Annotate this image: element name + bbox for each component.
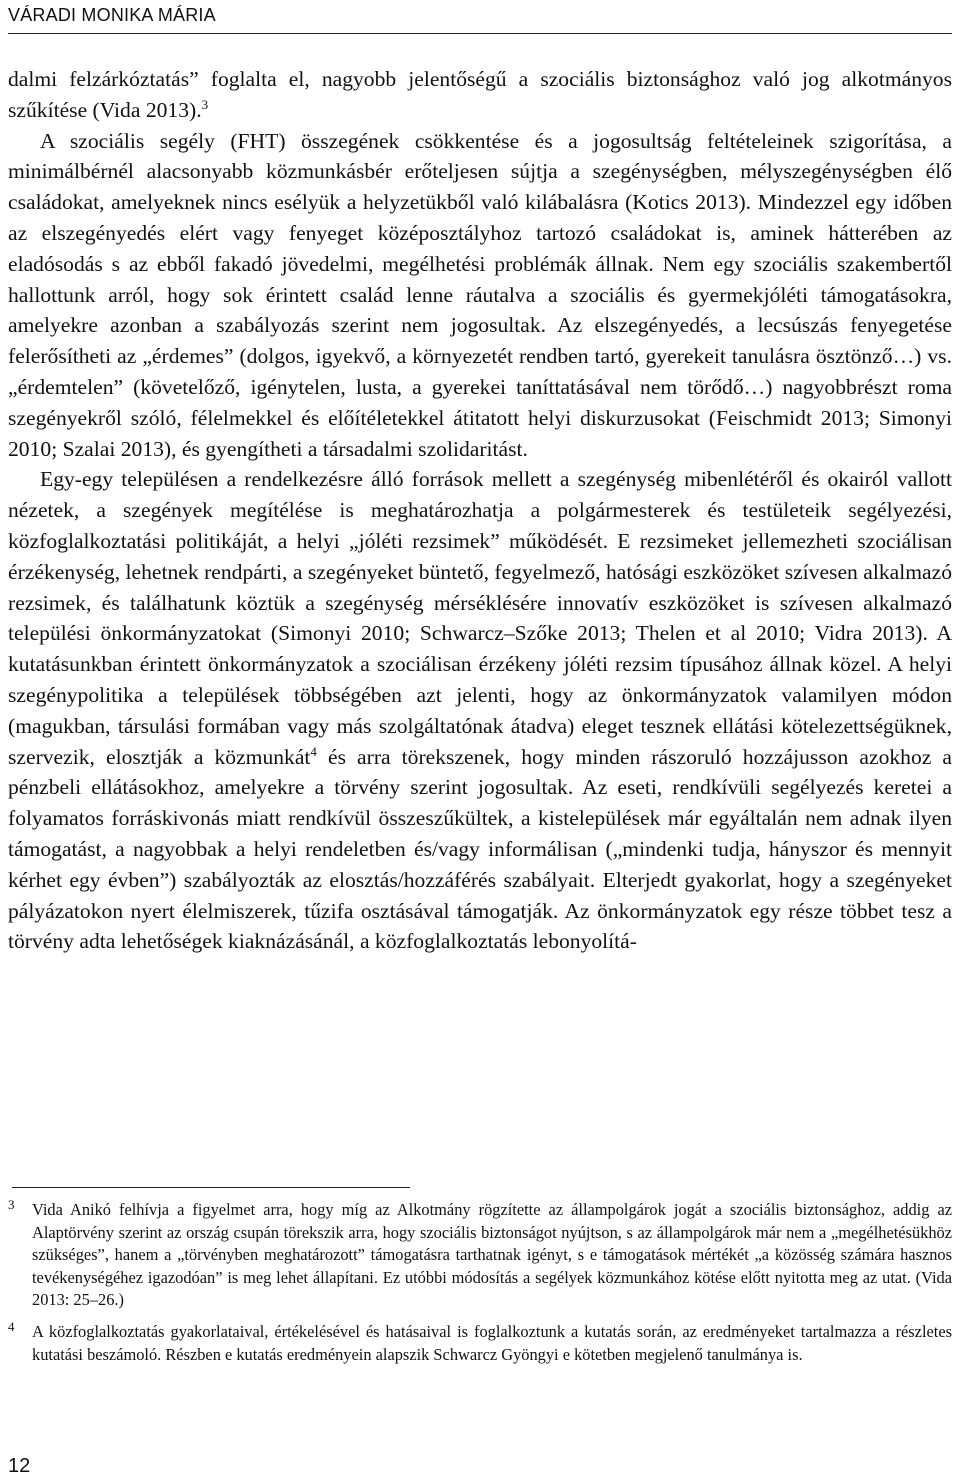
footnote-ref-4[interactable]: 4	[310, 743, 317, 759]
header-rule	[8, 33, 952, 34]
footnote-rule	[12, 1187, 410, 1188]
paragraph-3-text-b: és arra törekszenek, hogy minden rászoruló hozzájusson azokhoz a pénzbeli ellátásokhoz, amelyekre a törvény szerint jogosultak. Az eseti, rendkívüli segélyezés keretei a folyamatos forráskivonás miatt rendkívül összeszűkültek, a kistelepülések már egyáltalán nem adnak ilyen támogatást, a nagyobbak a helyi rendeletben és/vagy informálisan („mindenki tudja, hányszor és mennyit kérhet egy évben”) szabályozták az elosztás/hozzáférés szabályait. Elterjedt gyakorlat, hogy a szegényeket pályázatokon nyert élelmiszerek, tűzifa osztásával támogatják. Az önkormányzatok egy része többet tesz a törvény adta lehetőségek kiaknázásánál, a közfoglalkoztatás lebonyolítá-	[8, 744, 952, 954]
paragraph-3-text-a: Egy-egy településen a rendelkezésre álló források mellett a szegénység mibenlétéről és okairól vallott nézetek, a szegények megítélése is meghatározhatja a polgármesterek és testületeik segélyezési, közfoglalkoztatási politikáját, a helyi „jóléti rezsimek” működését. E rezsimeket jellemezheti szociálisan érzékenység, lehetnek rendpárti, a szegényeket büntető, fegyelmező, hatósági eszközöket szívesen alkalmazó rezsimek, és találhatunk köztük a szegénység mérséklésére innovatív eszközöket is szívesen alkalmazó települési önkormányzatokat (Simonyi 2010; Schwarcz–Szőke 2013; Thelen et al 2010; Vidra 2013). A kutatásunkban érintett önkormányzatok a szociálisan érzékeny jóléti rezsim típusához állnak közel. A helyi szegénypolitika a települések többségében azt jelenti, hogy az önkormányzatok valamilyen módon (magukban, társulási formában vagy más szolgáltatónak átadva) eleget tesznek ellátási kötelezettségüknek, szervezik, elosztják a közmunkát	[8, 467, 952, 769]
footnote-3	[8, 1199, 952, 1312]
body-text	[8, 64, 952, 957]
footnote-ref-3[interactable]: 3	[201, 96, 209, 112]
footnote-4	[8, 1318, 952, 1366]
running-head: VÁRADI MONIKA MÁRIA	[8, 5, 216, 25]
paragraph-3	[8, 464, 952, 957]
footnotes	[8, 1199, 952, 1366]
footnote-text: A közfoglalkoztatás gyakorlataival, értékelésével és hatásaival is foglalkoztunk a kutatás során, az eredményeket tartalmazza a részletes kutatási beszámoló. Részben e kutatás eredményein alapszik Schwarcz Gyöngyi e kötetben megjelenő tanulmánya is.	[32, 1321, 952, 1364]
paragraph-2: A szociális segély (FHT) összegének csökkentése és a jogosultság feltételeinek szigorítása, a minimálbérnél alacsonyabb közmunkásbér erőteljesen sújtja a szegénységben, mélyszegénységben élő családokat, amelyeknek nincs esélyük a helyzetükből való kilábalásra (Kotics 2013). Mindezzel egy időben az elszegényedés elért vagy fenyeget középosztályhoz tartozó családokat is, aminek hátterében az eladósodás s az ebből fakadó jövedelmi, megélhetési problémák állnak. Nem egy szociális szakembertől hallottunk arról, hogy sok érintett család lenne ráutalva a szociális és gyermekjóléti támogatásokra, amelyekre azonban a szabályozás szerint nem jogosultak. Az elszegényedés, a lecsúszás fenyegetése felerősítheti az „érdemes” (dolgos, igyekvő, a környezetét rendben tartó, gyerekeit tanulásra ösztönző…) vs. „érdemtelen” (követelőző, igénytelen, lusta, a gyerekei taníttatásával nem törődő…) nagyobbrészt roma szegényekről szóló, félelmekkel és előítéletekkel átitatott helyi diskurzusokat (Feischmidt 2013; Simonyi 2010; Szalai 2013), és gyengítheti a társadalmi szolidaritást.	[8, 128, 952, 461]
page-number: 12	[8, 1455, 31, 1477]
paragraph-1-text: dalmi felzárkóztatás” foglalta el, nagyobb jelentőségű a szociális biztonsághoz való jog alkotmányos szűkítése (Vida 2013).	[8, 67, 952, 122]
footnote-mark: 4	[8, 1318, 15, 1334]
paragraph-1	[8, 64, 952, 126]
footnote-text: Vida Anikó felhívja a figyelmet arra, hogy míg az Alkotmány rögzítette az állampolgárok jogát a szociális biztonsághoz, addig az Alaptörvény szerint az ország csupán törekszik arra, hogy szociális biztonságot nyújtson, s az állampolgárok már nem a „megélhetésükhöz szükséges”, hanem a „törvényben meghatározott” támogatásra tarthatnak igényt, s e támogatások mértékét „a közösség számára hasznos tevékenységéhez igazodóan” is meg lehet állapítani. Ez utóbbi módosítás a segélyek közmunkához kötése előtt nyitotta meg az utat. (Vida 2013: 25–26.)	[32, 1200, 952, 1310]
footnote-mark: 3	[8, 1197, 15, 1212]
